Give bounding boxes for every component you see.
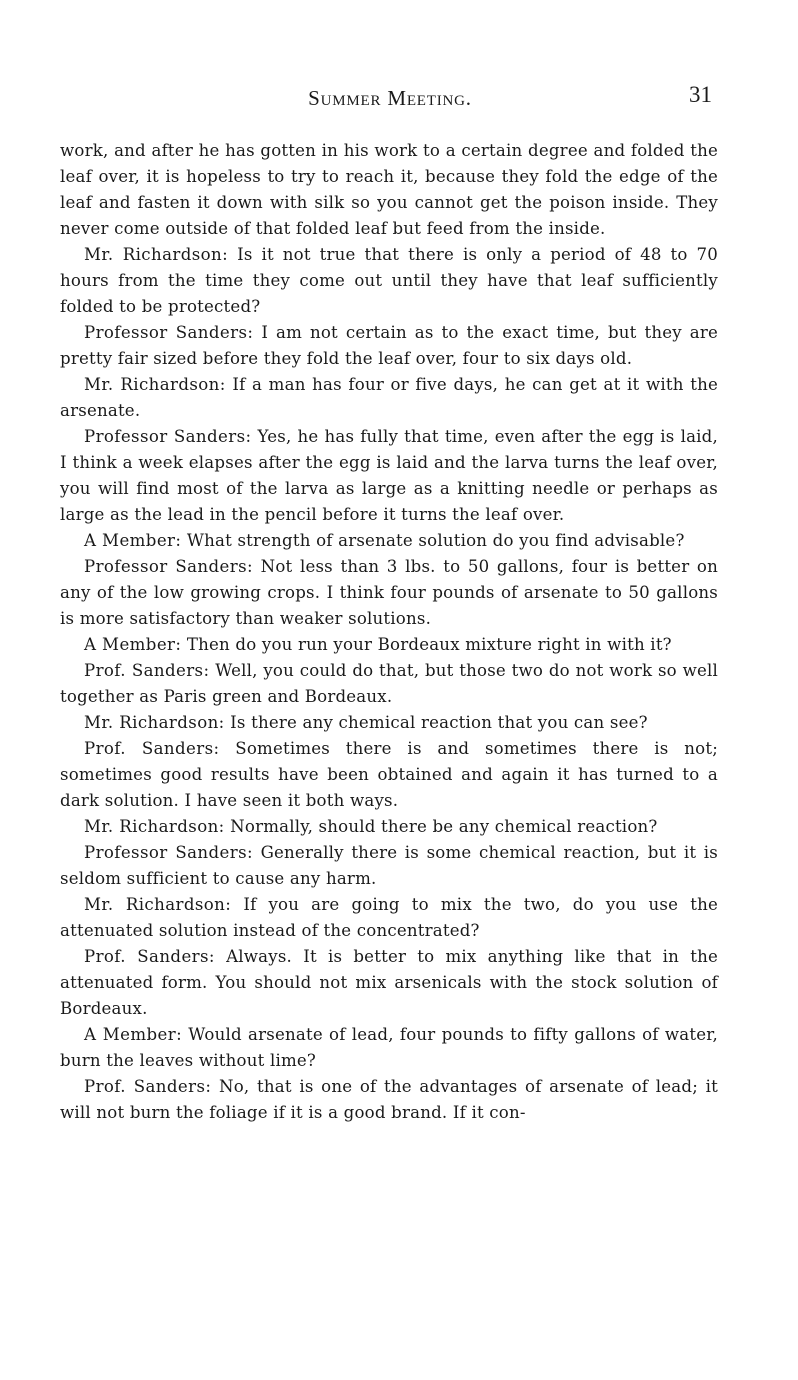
body-text xyxy=(60,138,718,1126)
paragraph-text: Always. It is better to mix anything like that in the attenuated form. You should not mix arsenicals with the stock solution of Bordeaux. xyxy=(60,947,718,1018)
paragraph xyxy=(60,320,718,372)
paragraph-text: If you are going to mix the two, do you use the attenuated solution instead of the concentrated? xyxy=(60,895,718,940)
speaker-label: Professor Sanders: xyxy=(84,323,254,342)
speaker-label: Prof. Sanders: xyxy=(84,661,210,680)
paragraph xyxy=(60,710,718,736)
speaker-label: A Member: xyxy=(84,635,182,654)
paragraph xyxy=(60,372,718,424)
paragraph-text: Would arsenate of lead, four pounds to fifty gallons of water, burn the leaves without lime? xyxy=(60,1025,718,1070)
speaker-label: Prof. Sanders: xyxy=(84,1077,212,1096)
paragraph xyxy=(60,632,718,658)
paragraph-text: Normally, should there be any chemical reaction? xyxy=(230,817,658,836)
paragraph-text: work, and after he has gotten in his work to a certain degree and folded the leaf over, it is hopeless to try to reach it, because they fold the edge of the leaf and fasten it down with silk so you cannot get the poison inside. They never come outside of that folded leaf but feed from the inside. xyxy=(60,141,718,238)
paragraph-text: Is it not true that there is only a period of 48 to 70 hours from the time they come out until they have that leaf sufficiently folded to be protected? xyxy=(60,245,719,316)
paragraph xyxy=(60,1074,718,1126)
paragraph xyxy=(60,554,718,632)
paragraph xyxy=(60,242,718,320)
paragraph-text: Generally there is some chemical reaction, but it is seldom sufficient to cause any harm. xyxy=(60,843,718,888)
running-head: Summer Meeting. xyxy=(308,86,472,110)
paragraph-text: Yes, he has fully that time, even after the egg is laid, I think a week elapses after the egg is laid and the larva turns the leaf over, you will find most of the larva as large as a knitting needle or perhaps as large as the lead in the pencil before it turns the leaf over. xyxy=(60,427,718,524)
paragraph-text: Not less than 3 lbs. to 50 gallons, four is better on any of the low growing crops. I think four pounds of arsenate to 50 gallons is more satisfactory than weaker solutions. xyxy=(60,557,718,628)
paragraph-text: No, that is one of the advantages of arsenate of lead; it will not burn the foliage if it is a good brand. If it con- xyxy=(60,1077,718,1122)
speaker-label: Mr. Richardson: xyxy=(84,895,232,914)
speaker-label: A Member: xyxy=(84,531,182,550)
paragraph xyxy=(60,892,718,944)
page-number: 31 xyxy=(689,82,712,107)
speaker-label: Professor Sanders: xyxy=(84,843,253,862)
paragraph-text: What strength of arsenate solution do you find advisable? xyxy=(186,531,685,550)
speaker-label: Professor Sanders: xyxy=(84,557,254,576)
speaker-label: Professor Sanders: xyxy=(84,427,252,446)
paragraph xyxy=(60,138,718,242)
paragraph xyxy=(60,424,718,528)
paragraph-text: Is there any chemical reaction that you can see? xyxy=(230,713,648,732)
paragraph xyxy=(60,840,718,892)
speaker-label: Mr. Richardson: xyxy=(84,375,226,394)
paragraph-text: Well, you could do that, but those two do not work so well together as Paris green and Bordeaux. xyxy=(60,661,719,706)
speaker-label: Mr. Richardson: xyxy=(84,817,225,836)
paragraph xyxy=(60,1022,718,1074)
speaker-label: Mr. Richardson: xyxy=(84,245,229,264)
paragraph xyxy=(60,944,718,1022)
paragraph xyxy=(60,528,718,554)
paragraph-text: Then do you run your Bordeaux mixture right in with it? xyxy=(186,635,672,654)
speaker-label: Mr. Richardson: xyxy=(84,713,225,732)
paragraph xyxy=(60,814,718,840)
paragraph-text: Sometimes there is and sometimes there is not; sometimes good results have been obtained and again it has turned to a dark solution. I have seen it both ways. xyxy=(60,739,718,810)
page-header xyxy=(60,82,720,118)
speaker-label: A Member: xyxy=(84,1025,183,1044)
paragraph xyxy=(60,736,718,814)
speaker-label: Prof. Sanders: xyxy=(84,739,220,758)
paragraph xyxy=(60,658,718,710)
paragraph-text: I am not certain as to the exact time, but they are pretty fair sized before they fold the leaf over, four to six days old. xyxy=(60,323,718,368)
paragraph-text: If a man has four or five days, he can get at it with the arsenate. xyxy=(60,375,718,420)
speaker-label: Prof. Sanders: xyxy=(84,947,215,966)
